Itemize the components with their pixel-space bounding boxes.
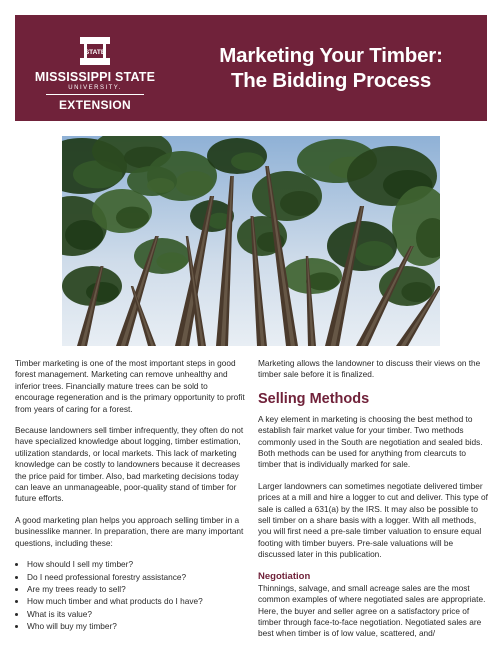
pine-foliage [65, 220, 104, 250]
list-item: • Do I need professional forestry assistance? [27, 572, 247, 583]
section-heading-selling-methods: Selling Methods [258, 390, 370, 407]
header-banner [15, 15, 487, 121]
pine-foliage [401, 282, 432, 302]
msu-emblem-icon [76, 35, 114, 67]
pine-foliage [116, 207, 149, 229]
discussion-paragraph: Marketing allows the landowner to discuss their views on the timber sale before it is finalized. [258, 358, 481, 380]
negotiation-paragraph: Thinnings, salvage, and small acreage sales are the most common examples of where negotiated sales are appropriate. Here, the buyer and seller agree on a satisfactory price of timber through face-to-face negotiation. Negotiated sales are best when timber is of low value, scattered, and/ [258, 582, 486, 639]
list-item: • How much timber and what products do I have? [27, 596, 247, 607]
pine-foliage [231, 152, 264, 170]
logo-extension-word: EXTENSION [58, 98, 132, 112]
list-item: • What is its value? [27, 609, 247, 620]
list-item: • Are my trees ready to sell? [27, 584, 247, 595]
larger-landowners-paragraph: Larger landowners can sometimes negotiate delivered timber prices at a mill and hire a logger to cut and deliver. This type of sale is called a 631(a) by the IRS. It may also be possible to sell timber on a share basis with a logger. With all methods, you will first need a pre-sale timber valuation to ensure equal footing with timber buyers. Pre-sale valuations will be discussed later in this publication. [258, 480, 488, 560]
subheading-negotiation: Negotiation [258, 570, 311, 582]
title-line-2: The Bidding Process [230, 69, 432, 92]
pine-foliage [306, 272, 339, 290]
page-title [175, 43, 487, 93]
logo-divider [46, 94, 144, 95]
intro-paragraph: Timber marketing is one of the most important steps in good forest management. Marketing can remove unhealthy and inferior trees. Financially mature trees can be sold to encourage regeneration and is the primary opportunity to profit from years of caring for a forest. [15, 358, 245, 414]
pine-foliage [280, 191, 319, 216]
pine-foliage [355, 241, 394, 266]
pine-foliage [156, 252, 187, 270]
logo-university-word: UNIVERSITY. [68, 85, 122, 91]
list-item: • How should I sell my timber? [27, 559, 247, 570]
plan-paragraph: A good marketing plan helps you approach selling timber in a businesslike manner. In preparation, there are many important questions, including these: [15, 514, 244, 548]
svg-text:STATE: STATE [84, 49, 106, 56]
right-column [258, 358, 490, 650]
key-element-paragraph: A key element in marketing is choosing the best method to establish fair market value for your timber. Two methods commonly used in the South are negotiation and sealed bids. Both methods can be used for anything from clearcuts to timber that is individually marked for sale. [258, 413, 483, 470]
list-item: • Who will buy my timber? [27, 621, 247, 632]
pine-foliage [147, 178, 175, 193]
title-line-1: Marketing Your Timber: [219, 44, 443, 67]
knowledge-paragraph: Because landowners sell timber infrequently, they often do not have specialized knowledge about logging, timber estimation, utilization standards, or local markets. This lack of marketing knowledge can be costly to landowners because it decreases the price paid for timber. Also, bad marketing decisions today can leave an unmanageable, poor-quality stand of timber for future efforts. [15, 425, 244, 504]
pine-forest-canopy-photo [62, 136, 440, 346]
pine-foliage [175, 171, 214, 196]
msu-extension-logo [15, 15, 175, 121]
left-column [15, 358, 247, 634]
logo-university-name: MISSISSIPPI STATE [34, 70, 156, 84]
forest-photo [62, 136, 440, 346]
questions-list [15, 559, 247, 632]
